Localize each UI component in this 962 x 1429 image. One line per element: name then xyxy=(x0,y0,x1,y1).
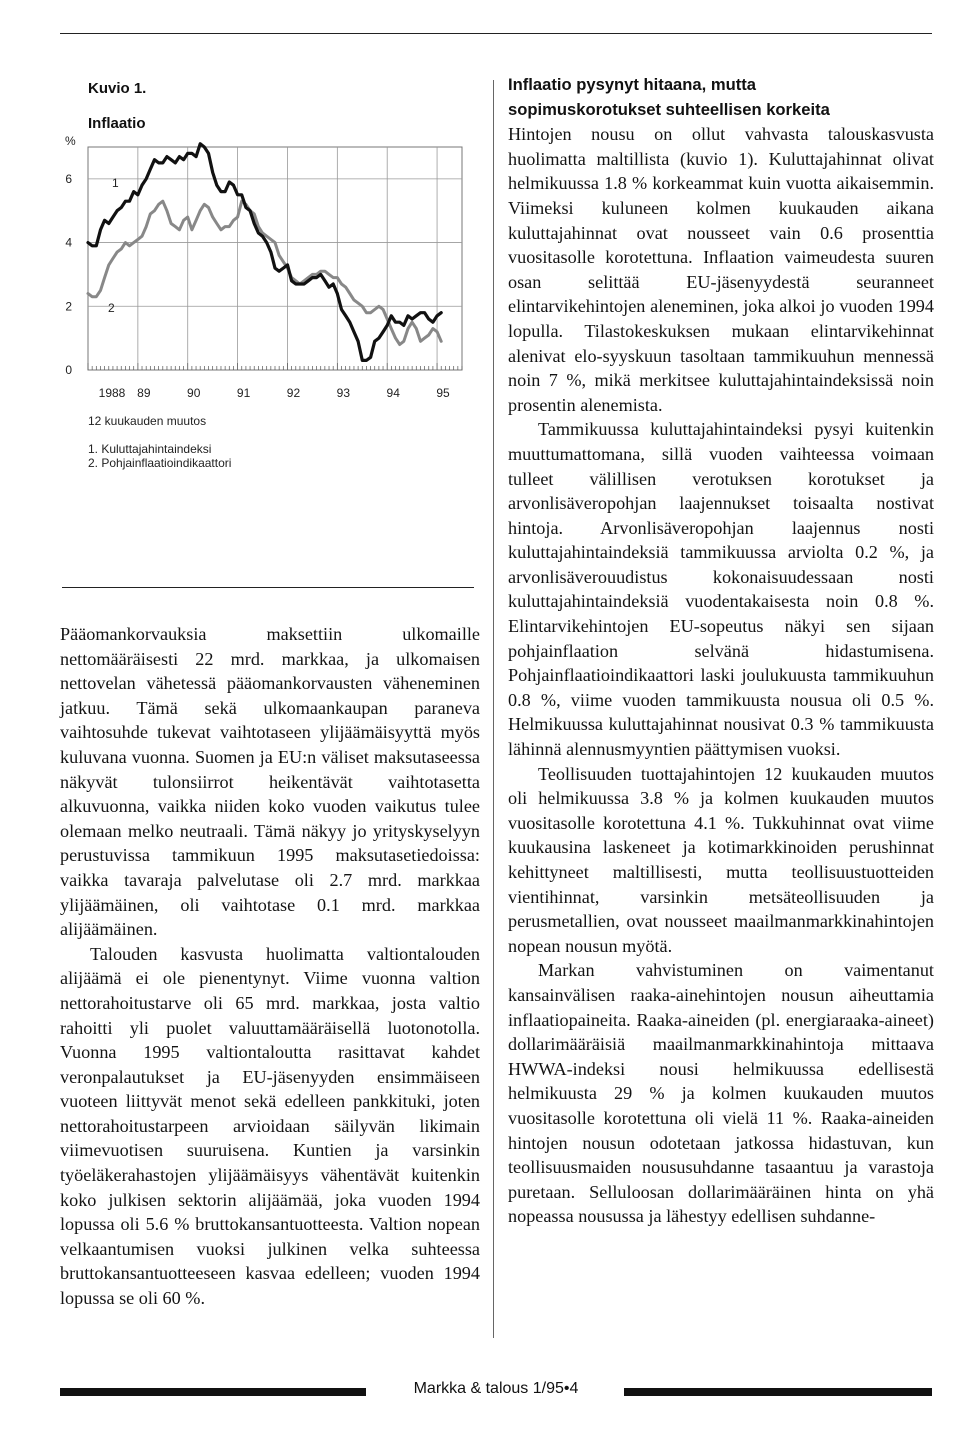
legend-item-2: 2. Pohjainflaatioindikaattori xyxy=(88,456,232,470)
series-line-kuluttajahintaindeksi xyxy=(88,144,441,361)
legend-item-1: 1. Kuluttajahintaindeksi xyxy=(88,442,212,456)
footer-bar-right xyxy=(624,1388,932,1396)
right-column xyxy=(508,73,934,1229)
y-tick-label: 2 xyxy=(65,299,72,314)
x-tick-label: 95 xyxy=(436,386,450,400)
section-heading xyxy=(508,73,934,122)
inflation-chart xyxy=(58,70,478,490)
right-paragraph-1: Hintojen nousu on ollut vahvasta talouskasvusta huolimatta maltillista (kuvio 1). Kuluttajahinnat olivat helmikuussa 1.8 % korkeammat kuin vuotta aikaisemmin. Viimeksi kuluneen kolmen kuukauden aikana kuluttajahinnat ovat nousseet vain 0.6 prosenttia vuositasolle korotettuna. Inflaation vaimeudesta suuren osan selittää EU-jäsenyydestä seuranneet elintarvikehintojen aleneminen, joka alkoi jo vuoden 1994 lopulla. Tilastokeskuksen mukaan elintarvikehinnat alenivat elo-syyskuun tasoltaan tammikuuhun mennessä noin 7 %, mikä merkitsee kuluttajahintaindeksissä noin prosentin alenemista. xyxy=(508,124,934,415)
right-paragraph-2: Tammikuussa kuluttajahintaindeksi pysyi kuitenkin muuttumattomana, sillä vuoden vaihteessa voimaan tulleet välillisen verotuksen korotukset ja arvonlisäveropohjan laajennukset toisaalta nostivat hintoja. Arvonlisäveropohjan laajennus nosti kuluttajahintaindeksiä tammikuussa arviolta 0.2 %, ja arvonlisäverouudistus kokonaisuudessaan nosti kuluttajahintaindeksiä vuodentakaisesta noin 0.8 %. Elintarvikehintojen EU-sopeutus näkyi sen sijaan pohjainflaation selvänä hidastumisena. Pohjainflaatioindikaattori laski joulukuusta tammikuuhun 0.8 %, viime vuoden tammikuusta nousua oli 0.5 %. Helmikuussa kuluttajahinnat nousivat 0.3 % tammikuusta lähinnä alennusmyyntien päättymisen vuoksi. xyxy=(508,419,934,760)
x-tick-label: 90 xyxy=(187,386,201,400)
series-1-marker: 1 xyxy=(112,176,119,190)
series-2-marker: 2 xyxy=(108,301,115,315)
x-tick-label: 91 xyxy=(236,386,251,400)
figure-title: Inflaatio xyxy=(88,115,146,132)
column-divider xyxy=(493,80,494,1338)
footer-bar-left xyxy=(60,1388,366,1396)
y-tick-label: 4 xyxy=(65,235,72,250)
chart-subtitle: 12 kuukauden muutos xyxy=(88,414,207,428)
x-tick-label: 89 xyxy=(137,386,151,400)
page-footer xyxy=(60,1380,932,1404)
footer-page-label: Markka & talous 1/95•4 xyxy=(413,1380,579,1397)
right-paragraph-4: Markan vahvistuminen on vaimentanut kansainvälisen raaka-ainehintojen nousun aiheuttamia inflaatiopaineita. Raaka-aineiden (pl. energiaraaka-aineet) dollarimääräisiä maailmanmarkkinahintoja mittaava HWWA-indeksi nousi helmikuussa edellisestä helmikuusta 29 % ja kolmen kuukauden muutos vuositasolle korotettuna oli vielä 11 %. Raaka-aineiden hintojen nousun odotetaan jatkossa hidastuvan, kun teollisuusmaiden noususuhdanne tasaantuu ja varastoja puretaan. Selluloosan dollarimääräinen hinta on yhä nopeassa nousussa ja lähestyy edellisen suhdanne- xyxy=(508,960,934,1227)
left-column xyxy=(60,622,480,1311)
figure-number: Kuvio 1. xyxy=(88,80,147,97)
figure-bottom-rule xyxy=(62,587,474,588)
x-tick-label: 1988 xyxy=(98,386,126,400)
x-tick-label: 94 xyxy=(386,386,400,400)
x-tick-label: 93 xyxy=(336,386,351,400)
figure-kuvio-1 xyxy=(58,70,478,610)
right-paragraph-3: Teollisuuden tuottajahintojen 12 kuukauden muutos oli helmikuussa 3.8 % ja kolmen kuukauden muutos vuositasolle korotettuna 4.1 %. Tukkuhinnat ovat viime kuukausina laskeneet ja kotimarkkinoiden perushinnat kehittyneet maltillisesti, mutta teollisuustuotteiden vientihinnat, varsinkin metsäteollisuuden ja perusmetallien, ovat nousseet maailmanmarkkinahintojen nopean nousun myötä. xyxy=(508,763,934,956)
y-tick-label: 6 xyxy=(65,171,72,186)
x-tick-label: 92 xyxy=(286,386,301,400)
section-heading-line-2: sopimuskorotukset suhteellisen korkeita xyxy=(508,99,830,119)
left-paragraph-2: Talouden kasvusta huolimatta valtiontalouden alijäämä ei ole pienentynyt. Viime vuonna valtion nettorahoitustarve oli 65 mrd. markkaa, josta valtio rahoitti yli puolet valuuttamääräisellä luotonotolla. Vuonna 1995 valtiontaloutta rasittavat kahdet veronpalautukset ja EU-jäsenyyden ensimmäiseen vuoteen liittyvät menot sekä edelleen pankkituki, joten nettorahoitustarpeen arvioidaan säilyvän likimain viimevuotisen suuruisena. Kuntien ja varsinkin työeläkerahastojen ylijäämäisyys vähentävät kuitenkin koko julkisen sektorin alijäämää, joka vuoden 1994 lopussa oli 5.6 % bruttokansantuotteesta. Valtion nopean velkaantumisen vuoksi julkinen velka suhteessa bruttokansantuotteeseen kasvaa edelleen; vuoden 1994 lopussa se oli 60 %. xyxy=(60,943,480,1309)
top-rule xyxy=(60,33,932,34)
y-tick-label: 0 xyxy=(65,363,72,377)
left-paragraph-1: Pääomankorvauksia maksettiin ulkomaille nettomääräisesti 22 mrd. markkaa, ja ulkomaisen nettovelan vähetessä pääomankorvausten väheneminen jatkuu. Tämä sekä ulkomaankaupan paraneva vaihtosuhde tukevat vaihtotaseen ylijäämäisyyttä myös kuluvana vuonna. Suomen ja EU:n väliset maksutaseessa näkyvät tulonsiirrot heikentävät vaihtotasetta alkuvuonna, vaikka niiden koko vuoden vaikutus tulee olemaan melko neutraali. Tämä näkyy jo yrityskyselyyn perustuvissa tammikuun 1995 maksutasetiedoissa: vaikka tavaraja palvelutase oli 2.7 mrd. markkaa ylijäämäinen, oli vaihtotase 0.1 mrd. markkaa alijäämäinen. xyxy=(60,624,480,940)
y-unit-label: % xyxy=(65,134,76,148)
section-heading-line-1: Inflaatio pysynyt hitaana, mutta xyxy=(508,75,757,94)
